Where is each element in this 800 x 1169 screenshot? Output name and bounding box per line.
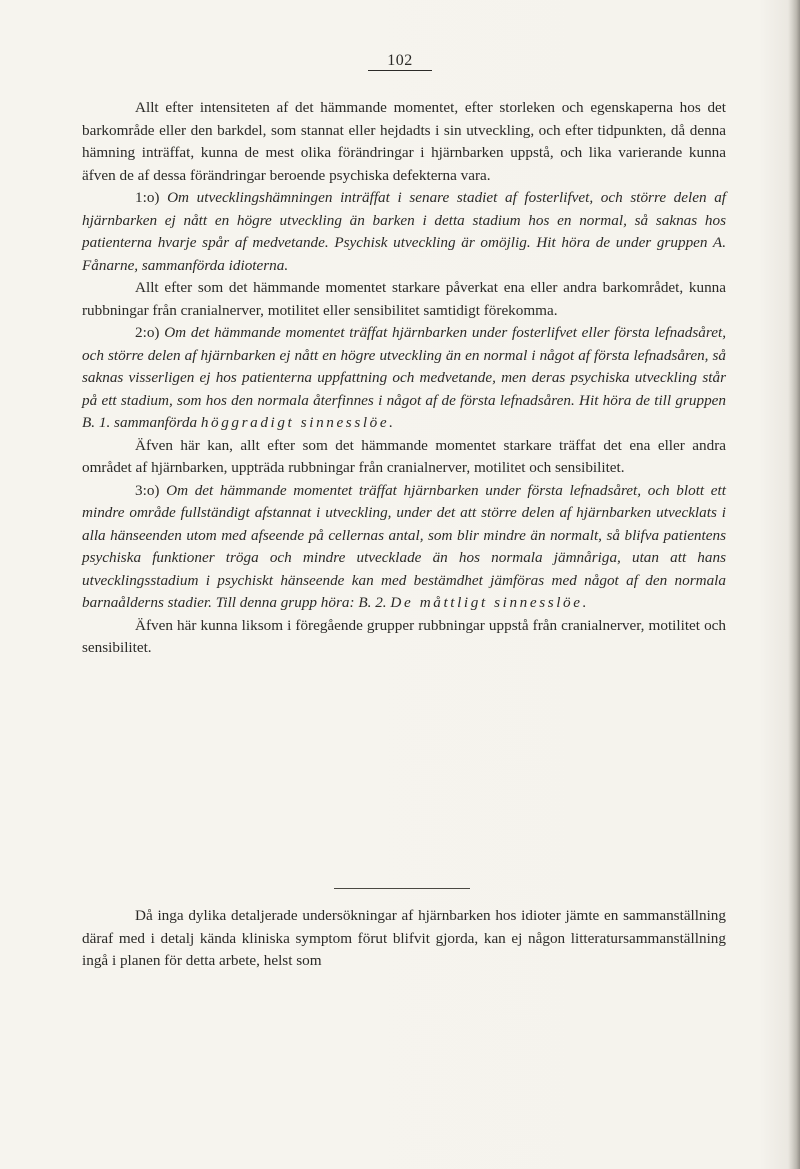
paragraph-2-italic: Om utvecklingshämningen inträffat i senare stadiet af fosterlifvet, och större delen af hjärnbarken ej nått en högre utveckling än barken i detta stadium hos en normal, så saknas hos patienterna hvarje spår af medvetande. Psychisk utveckling är omöjlig. Hit höra de under gruppen A. Fånarne, sammanförda idioterna. <box>82 189 727 274</box>
paragraph-4-italic: Om det hämmande momentet träffat hjärnbarken under fosterlifvet eller första lefnadsåret, och större delen af hjärnbarken ej nått en högre utveckling än en normal i något af första lefnadsåren, så saknas visserligen ej hos patienterna uppfattning och medvetande, men deras psychiska utveckling står på ett stadium, som hos den normala återfinnes i något af de första lefnadsåren. Hit höra de till gruppen B. 1. sammanförda <box>82 324 726 431</box>
main-text <box>82 97 726 660</box>
closing-text <box>82 905 726 973</box>
paragraph-6 <box>82 480 726 615</box>
paragraph-4-spaced: höggradigt sinnesslöe. <box>200 414 396 431</box>
paragraph-2-number: 1:o) <box>135 189 168 206</box>
closing-paragraph: Då inga dylika detaljerade undersökningar af hjärnbarken hos idioter jämte en sammanställning däraf med i detalj kända kliniska symptom förut blifvit gjorda, kan ej någon litteratursammanställning ingå i planen för detta arbete, helst som <box>82 907 726 969</box>
paragraph-7 <box>82 615 726 660</box>
paragraph-6-italic: Om det hämmande momentet träffat hjärnbarken under första lefnadsåret, och blott ett mindre område fullständigt afstannat i utveckling, under det att större delen af hjärnbarken utvecklats i alla hänseenden utom med afseende på cellernas antal, som blir mindre än normalt, så blifva patientens psychiska funktioner tröga och mindre utvecklade än hos normala jämnåriga, utan att hans utvecklingsstadium i psychiskt hänseende kan med bestämdhet jämföras med något af den normala barnaålderns stadier. Till denna grupp höra: B. 2. <box>82 481 726 611</box>
paragraph-3 <box>82 277 726 322</box>
paragraph-6-spaced: De måttligt sinnesslöe. <box>390 594 589 611</box>
page-number: 102 <box>368 52 432 71</box>
paragraph-1-text: Allt efter intensiteten af det hämmande momentet, efter storleken och egenskaperna hos det barkområde eller den barkdel, som stannat eller hejdadts i sin utveckling, och efter tidpunkten, då denna hämning inträffat, kunna de mest olika förändringar i hjärnbarken uppstå, och lika varierande kunna äfven de af dessa förändringar beroende psychiska defekterna vara. <box>82 99 726 184</box>
paragraph-4-number: 2:o) <box>135 324 165 341</box>
paragraph-2 <box>82 187 726 277</box>
paragraph-5 <box>82 435 726 480</box>
section-divider <box>334 888 470 889</box>
paragraph-1 <box>82 97 726 187</box>
paragraph-4 <box>82 322 726 435</box>
paragraph-3-text: Allt efter som det hämmande momentet starkare påverkat ena eller andra barkområdet, kunna rubbningar från cranialnerver, motilitet eller sensibilitet samtidigt förekomma. <box>82 279 726 319</box>
paragraph-7-text: Äfven här kunna liksom i föregående grupper rubbningar uppstå från cranialnerver, motilitet och sensibilitet. <box>82 616 726 656</box>
page-edge-shadow <box>788 0 800 1169</box>
paragraph-5-text: Äfven här kan, allt efter som det hämmande momentet starkare träffat det ena eller andra området af hjärnbarken, uppträda rubbningar från cranialnerver, motilitet och sensibilitet. <box>82 436 726 476</box>
paragraph-6-number: 3:o) <box>135 481 167 499</box>
